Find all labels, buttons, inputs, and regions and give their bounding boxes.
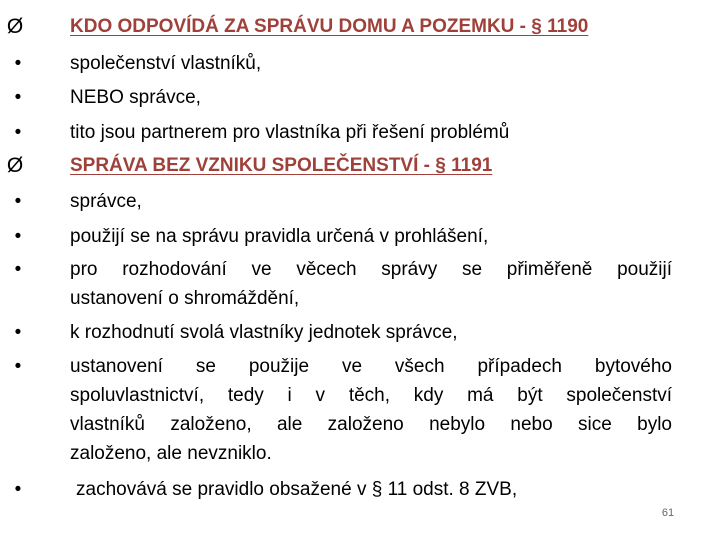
bullet-icon: • <box>14 53 22 74</box>
bullet-icon: • <box>14 322 22 343</box>
list-item-line: ustanovení se použije ve všech případech bytového <box>70 356 672 377</box>
list-item-line: vlastníků založeno, ale založeno nebylo nebo sice bylo <box>70 414 672 435</box>
arrow-bullet-icon: Ø <box>6 15 24 38</box>
list-item-text <box>70 356 672 472</box>
list-item-line: spoluvlastnictví, tedy i v těch, kdy má být společenství <box>70 385 672 406</box>
list-item-text: tito jsou partnerem pro vlastníka při řešení problémů <box>70 122 510 143</box>
list-item-line: ustanovení o shromáždění, <box>70 288 300 309</box>
bullet-icon: • <box>14 259 22 280</box>
list-item-text: použijí se na správu pravidla určená v prohlášení, <box>70 226 489 247</box>
list-item-text: k rozhodnutí svolá vlastníky jednotek správce, <box>70 322 458 343</box>
bullet-icon: • <box>14 479 22 500</box>
list-item-text: společenství vlastníků, <box>70 53 262 74</box>
list-item-text: správce, <box>70 191 142 212</box>
list-item-line: pro rozhodování ve věcech správy se přiměřeně použijí <box>70 259 672 280</box>
list-item-line: založeno, ale nevzniklo. <box>70 443 272 464</box>
list-item-text: NEBO správce, <box>70 87 201 108</box>
bullet-icon: • <box>14 122 22 143</box>
arrow-bullet-icon: Ø <box>6 154 24 177</box>
page-number: 61 <box>661 507 675 519</box>
list-item-text <box>70 259 672 317</box>
bullet-icon: • <box>14 191 22 212</box>
section-heading-1191: SPRÁVA BEZ VZNIKU SPOLEČENSTVÍ - § 1191 <box>70 155 493 176</box>
section-heading-1190: KDO ODPOVÍDÁ ZA SPRÁVU DOMU A POZEMKU - § 1190 <box>70 16 589 37</box>
bullet-icon: • <box>14 356 22 377</box>
list-item-text: zachovává se pravidlo obsažené v § 11 odst. 8 ZVB, <box>76 479 518 500</box>
bullet-icon: • <box>14 226 22 247</box>
bullet-icon: • <box>14 87 22 108</box>
